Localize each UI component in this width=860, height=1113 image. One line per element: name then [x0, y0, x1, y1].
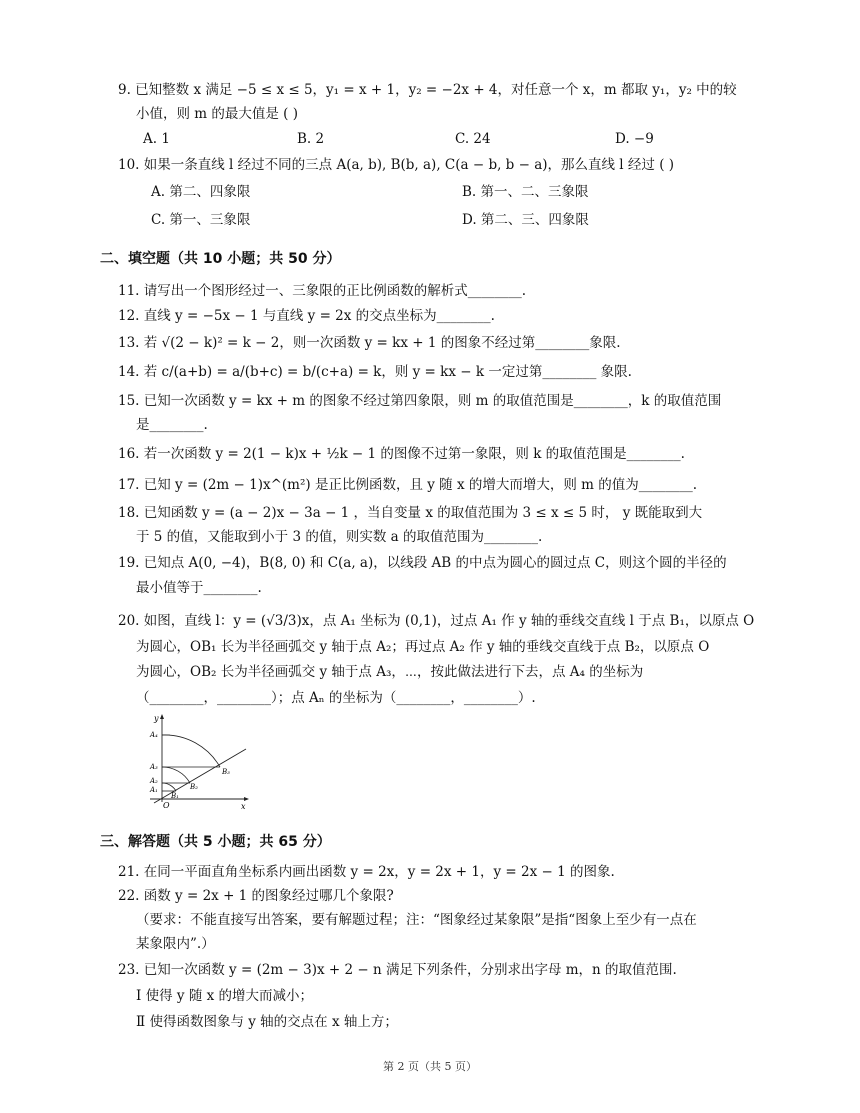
- q12: 12. 直线 y = −5x − 1 与直线 y = 2x 的交点坐标为________.: [118, 308, 495, 324]
- label-b3: B₃: [222, 768, 230, 776]
- q9-line2: 小值，则 m 的最大值是 ( ): [136, 106, 298, 122]
- q20-line3: 为圆心，OB₂ 长为半径画弧交 y 轴于点 A₃，⋯，按此做法进行下去，点 A₄ 的坐标为: [136, 664, 644, 680]
- label-b1: B₁: [171, 792, 179, 800]
- section-heading-fill-in: 二、填空题（共 10 小题；共 50 分）: [100, 251, 341, 267]
- q9-option-c: C. 24: [455, 131, 491, 147]
- label-a3: A₃: [150, 763, 158, 771]
- q20-figure: [140, 712, 255, 812]
- q21: 21. 在同一平面直角坐标系内画出函数 y = 2x，y = 2x + 1，y = 2x − 1 的图象.: [118, 864, 615, 880]
- q22-line3: 某象限内”.）: [136, 936, 215, 952]
- label-o: O: [163, 801, 170, 810]
- line-l: [154, 749, 246, 803]
- arc-b3-a4: [162, 735, 220, 767]
- label-x: x: [241, 802, 246, 811]
- q13: 13. 若 √(2 − k)² = k − 2，则一次函数 y = kx + 1 的图象不经过第________象限.: [118, 335, 621, 351]
- q23-condition-1: Ⅰ 使得 y 随 x 的增大而减小；: [136, 988, 314, 1004]
- page-footer: 第 2 页（共 5 页）: [383, 1060, 477, 1073]
- q10-option-b: B. 第一、二、三象限: [462, 184, 589, 200]
- q9-option-d: D. −9: [615, 131, 654, 147]
- q16: 16. 若一次函数 y = 2(1 − k)x + ½k − 1 的图像不过第一象限，则 k 的取值范围是________.: [118, 446, 685, 462]
- q14: 14. 若 c/(a+b) = a/(b+c) = b/(c+a) = k，则 y = kx − k 一定过第________ 象限.: [118, 364, 632, 380]
- label-a1: A₁: [150, 786, 158, 794]
- q22-line1: 22. 函数 y = 2x + 1 的图象经过哪几个象限?: [118, 888, 394, 904]
- q20-line4: （________，________）；点 Aₙ 的坐标为（________，________）.: [136, 690, 536, 706]
- q15-line2: 是________.: [136, 417, 208, 433]
- q11: 11. 请写出一个图形经过一、三象限的正比例函数的解析式________.: [118, 283, 527, 299]
- q9-option-b: B. 2: [297, 131, 325, 147]
- q23-condition-2: Ⅱ 使得函数图象与 y 轴的交点在 x 轴上方；: [136, 1014, 398, 1030]
- q18-line2: 于 5 的值，又能取到小于 3 的值，则实数 a 的取值范围为________.: [136, 529, 543, 545]
- q10-option-a: A. 第二、四象限: [151, 184, 251, 200]
- q9-option-a: A. 1: [143, 131, 170, 147]
- section-heading-solve: 三、解答题（共 5 小题；共 65 分）: [100, 834, 331, 850]
- label-y: y: [154, 714, 159, 723]
- label-a2: A₂: [150, 777, 158, 785]
- q17: 17. 已知 y = (2m − 1)x^(m²) 是正比例函数，且 y 随 x 的增大而增大，则 m 的值为________.: [118, 477, 698, 493]
- q20-line1: 20. 如图，直线 l：y = (√3/3)x，点 A₁ 坐标为 (0,1)，过点 A₁ 作 y 轴的垂线交直线 l 于点 B₁，以原点 O: [118, 613, 755, 629]
- arc-b2-a3: [162, 767, 190, 783]
- q19-line2: 最小值等于________.: [136, 580, 262, 596]
- q18-line1: 18. 已知函数 y = (a − 2)x − 3a − 1 ，当自变量 x 的取值范围为 3 ≤ x ≤ 5 时， y 既能取到大: [118, 505, 703, 521]
- q22-line2: （要求：不能直接写出答案，要有解题过程；注：“图象经过某象限”是指“图象上至少有一点在: [136, 912, 697, 928]
- q10-option-c: C. 第一、三象限: [151, 212, 251, 228]
- q19-line1: 19. 已知点 A(0, −4)，B(8, 0) 和 C(a, a)，以线段 AB 的中点为圆心的圆过点 C，则这个圆的半径的: [118, 555, 727, 571]
- q10-line1: 10. 如果一条直线 l 经过不同的三点 A(a, b), B(b, a), C(a − b, b − a)，那么直线 l 经过 ( ): [118, 157, 675, 173]
- q9-line1: 9. 已知整数 x 满足 −5 ≤ x ≤ 5，y₁ = x + 1，y₂ = −2x + 4，对任意一个 x，m 都取 y₁，y₂ 中的较: [118, 82, 737, 98]
- q10-option-d: D. 第二、三、四象限: [462, 212, 589, 228]
- q15-line1: 15. 已知一次函数 y = kx + m 的图象不经过第四象限，则 m 的取值范围是________，k 的取值范围: [118, 393, 722, 409]
- x-axis-arrow: [244, 797, 249, 801]
- arc-b1-a2: [162, 783, 176, 791]
- label-b2: B₂: [190, 783, 198, 791]
- label-a4: A₄: [150, 731, 158, 739]
- q20-line2: 为圆心，OB₁ 长为半径画弧交 y 轴于点 A₂；再过点 A₂ 作 y 轴的垂线交直线于点 B₂，以原点 O: [136, 639, 710, 655]
- y-axis-arrow: [160, 714, 164, 719]
- q23-line1: 23. 已知一次函数 y = (2m − 3)x + 2 − n 满足下列条件，分别求出字母 m，n 的取值范围.: [118, 962, 677, 978]
